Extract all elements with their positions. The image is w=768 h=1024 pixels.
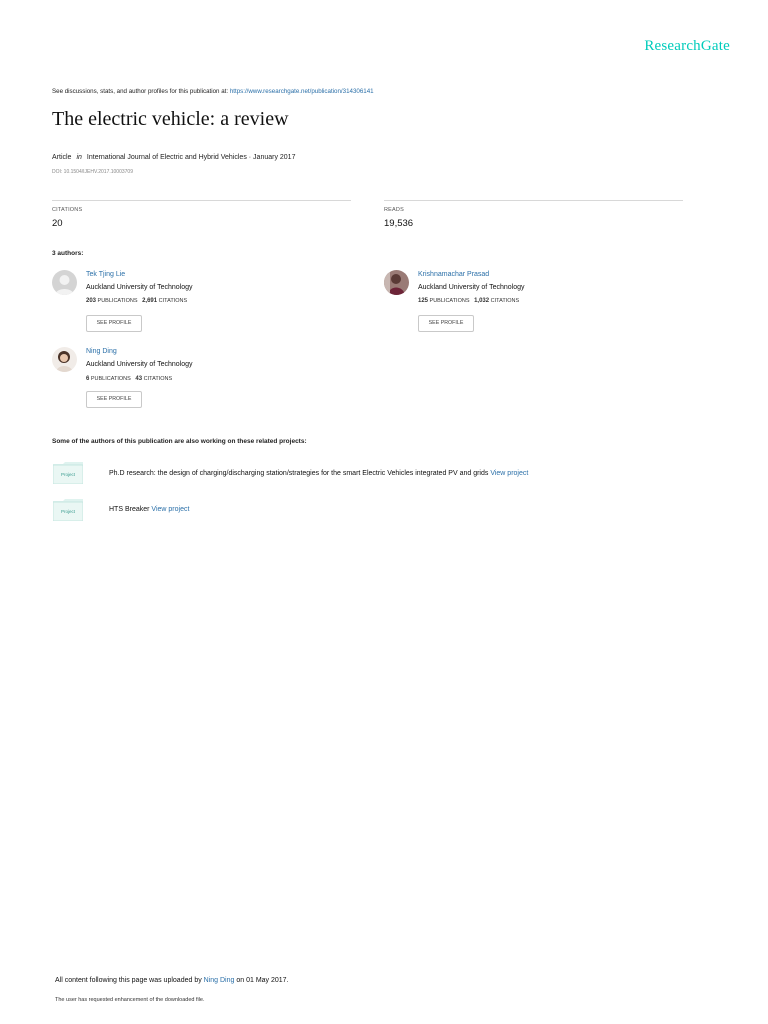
upload-note <box>55 977 289 984</box>
discussion-text: See discussions, stats, and author profiles for this publication at: <box>52 88 230 95</box>
author-name-link[interactable]: Ning Ding <box>86 348 117 355</box>
publications-count: 125 <box>418 298 429 304</box>
enhancement-note: The user has requested enhancement of the downloaded file. <box>55 997 205 1003</box>
publications-label: PUBLICATIONS <box>97 298 138 304</box>
view-project-link[interactable]: View project <box>490 470 529 477</box>
author-name-link[interactable]: Krishnamachar Prasad <box>418 271 490 278</box>
citations-count: 20 <box>52 218 63 229</box>
citations-count: 43 <box>135 376 143 382</box>
project-item <box>109 470 528 477</box>
project-description: Ph.D research: the design of charging/discharging station/strategies for the smart Electric Vehicles integrated PV and grids <box>109 470 491 477</box>
authors-heading: 3 authors: <box>52 250 84 257</box>
reads-label: READS <box>384 207 404 213</box>
citations-label: CITATIONS <box>490 298 520 304</box>
publication-url-link[interactable]: https://www.researchgate.net/publication/314306141 <box>229 88 374 95</box>
related-projects-heading: Some of the authors of this publication are also working on these related projects: <box>52 438 307 445</box>
publications-count: 203 <box>86 298 97 304</box>
author-stats <box>86 298 187 304</box>
author-name-link[interactable]: Tek Tjing Lie <box>86 271 126 278</box>
author-affiliation: Auckland University of Technology <box>418 284 525 291</box>
author-affiliation: Auckland University of Technology <box>86 284 193 291</box>
project-tag: Project <box>60 509 75 514</box>
discussion-line <box>52 88 374 95</box>
citations-label: CITATIONS <box>52 207 83 213</box>
author-stats <box>86 376 172 382</box>
project-tag: Project <box>60 472 75 477</box>
citations-label: CITATIONS <box>158 298 188 304</box>
project-folder-icon <box>53 462 83 484</box>
author-avatar[interactable] <box>52 270 77 295</box>
publications-label: PUBLICATIONS <box>90 376 131 382</box>
upload-suffix: on 01 May 2017. <box>234 977 289 984</box>
publications-count: 6 <box>86 376 90 382</box>
publication-title: The electric vehicle: a review <box>52 108 289 130</box>
author-photo-icon <box>384 270 409 295</box>
citations-count: 1,032 <box>474 298 490 304</box>
see-profile-button[interactable]: SEE PROFILE <box>86 315 142 332</box>
author-avatar[interactable] <box>384 270 409 295</box>
author-photo-icon <box>52 347 77 372</box>
in-label: in <box>76 154 82 161</box>
citations-divider <box>52 200 351 201</box>
citations-label: CITATIONS <box>143 376 173 382</box>
publications-label: PUBLICATIONS <box>429 298 470 304</box>
see-profile-button[interactable]: SEE PROFILE <box>418 315 474 332</box>
view-project-link[interactable]: View project <box>151 506 190 513</box>
publication-meta <box>52 154 295 161</box>
reads-count: 19,536 <box>384 218 414 229</box>
upload-prefix: All content following this page was uploaded by <box>55 977 204 984</box>
project-folder-icon <box>53 499 83 521</box>
default-avatar-icon <box>52 270 77 295</box>
citations-count: 2,691 <box>142 298 158 304</box>
author-affiliation: Auckland University of Technology <box>86 361 193 368</box>
doi: DOI: 10.1504/IJEHV.2017.10003709 <box>52 169 133 175</box>
project-description: HTS Breaker <box>109 506 152 513</box>
journal-name: International Journal of Electric and Hybrid Vehicles · January 2017 <box>86 154 296 161</box>
project-item <box>109 506 189 513</box>
researchgate-logo[interactable]: ResearchGate <box>644 38 730 54</box>
author-avatar[interactable] <box>52 347 77 372</box>
reads-divider <box>384 200 683 201</box>
article-type: Article <box>52 154 72 161</box>
author-stats <box>418 298 519 304</box>
see-profile-button[interactable]: SEE PROFILE <box>86 391 142 408</box>
uploader-link[interactable]: Ning Ding <box>203 977 235 984</box>
